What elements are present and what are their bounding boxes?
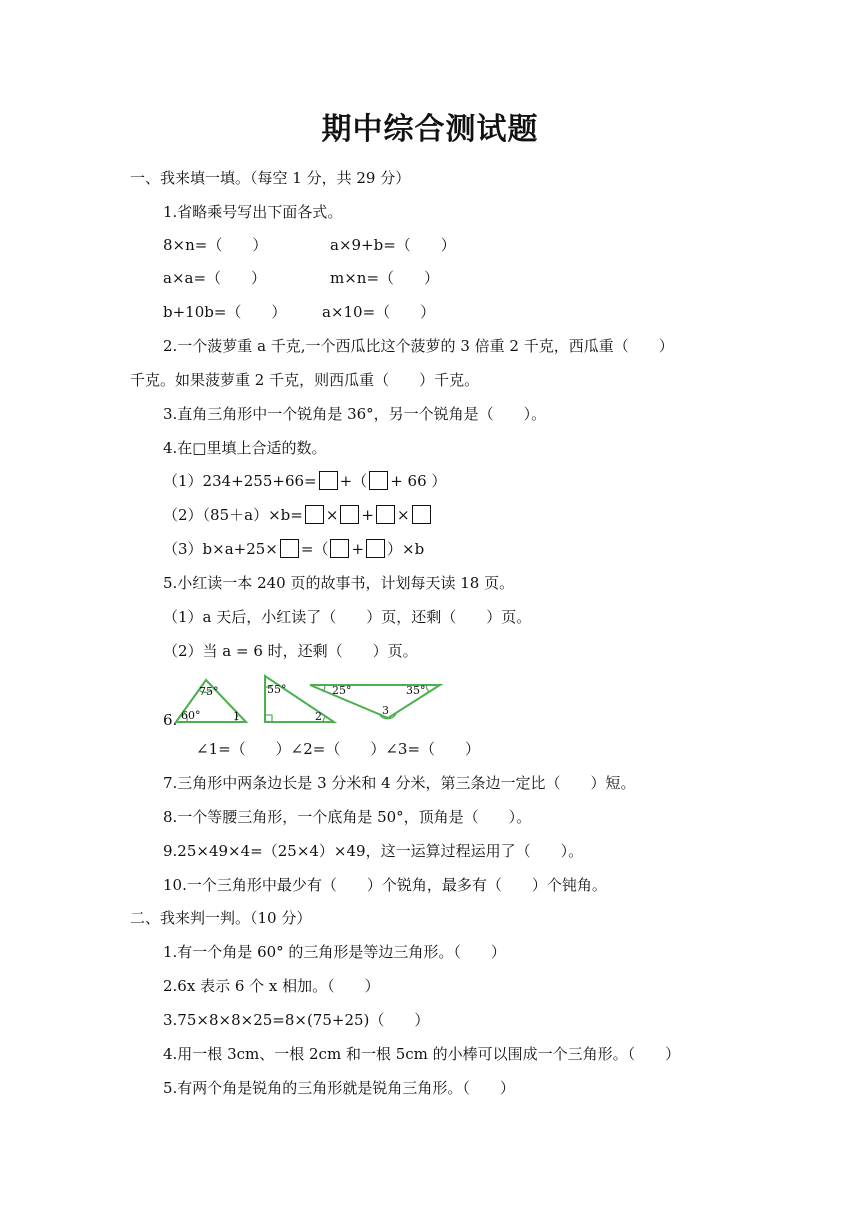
triangle-2-top-label: 55° (267, 683, 287, 696)
q2-line1: 2.一个菠萝重 a 千克,一个西瓜比这个菠萝的 3 倍重 2 千克，西瓜重（ ） (163, 337, 674, 355)
q4-p3-text-b: =（ (300, 540, 329, 558)
answer-box[interactable] (366, 539, 385, 558)
q4-p2-text-b: × (325, 506, 339, 524)
answer-box[interactable] (305, 505, 324, 524)
q6-answers: ∠1=（ ）∠2=（ ）∠3=（ ） (196, 740, 481, 758)
triangle-3-right-angle-arc (426, 685, 429, 692)
judge-item-4: 4.用一根 3cm、一根 2cm 和一根 5cm 的小棒可以围成一个三角形。（ ） (163, 1045, 681, 1063)
q1-row1a: 8×n=（ ） (163, 236, 268, 254)
right-angle-mark (265, 715, 272, 722)
q1-row1b: a×9+b=（ ） (330, 236, 456, 254)
q5-part1: （1）a 天后，小红读了（ ）页，还剩（ ）页。 (163, 608, 532, 626)
q4-prompt: 4.在□里填上合适的数。 (163, 439, 327, 457)
page-title: 期中综合测试题 (321, 112, 539, 147)
q1-row3a: b+10b=（ ） (163, 303, 287, 321)
q4-p3-text-a: （3）b×a+25× (163, 540, 278, 558)
answer-box[interactable] (369, 471, 388, 490)
section2-heading: 二、我来判一判。（10 分） (130, 909, 312, 927)
q6-triangles-figure (170, 670, 450, 726)
answer-box[interactable] (280, 539, 299, 558)
answer-box[interactable] (330, 539, 349, 558)
q9: 9.25×49×4=（25×4）×49，这一运算过程运用了（ ）。 (163, 842, 584, 860)
judge-item-3: 3.75×8×8×25=8×(75+25)（ ） (163, 1011, 430, 1029)
q4-p1-text-a: （1）234+255+66= (163, 472, 317, 490)
answer-box[interactable] (319, 471, 338, 490)
q1-row3b: a×10=（ ） (322, 303, 436, 321)
q4-part3 (163, 539, 424, 559)
q4-p2-text-c: + (361, 506, 374, 524)
q10: 10.一个三角形中最少有（ ）个锐角，最多有（ ）个钝角。 (163, 876, 607, 894)
triangle-1-left-label: 60° (181, 709, 201, 722)
q4-p2-text-a: （2）（85＋a）×b= (163, 506, 303, 524)
q5-prompt: 5.小红读一本 240 页的故事书，计划每天读 18 页。 (163, 574, 515, 592)
judge-item-2: 2.6x 表示 6 个 x 相加。（ ） (163, 977, 380, 995)
section1-heading: 一、我来填一填。（每空 1 分，共 29 分） (130, 169, 411, 187)
q5-part2: （2）当 a = 6 时，还剩（ ）页。 (163, 642, 418, 660)
judge-item-1: 1.有一个角是 60° 的三角形是等边三角形。（ ） (163, 943, 506, 961)
q4-part1 (163, 471, 446, 491)
judge-item-5: 5.有两个角是锐角的三角形就是锐角三角形。（ ） (163, 1079, 515, 1097)
q3: 3.直角三角形中一个锐角是 36°，另一个锐角是（ ）。 (163, 405, 547, 423)
q1-prompt: 1.省略乘号写出下面各式。 (163, 203, 343, 221)
answer-box[interactable] (340, 505, 359, 524)
answer-box[interactable] (412, 505, 431, 524)
triangle-3-left-label: 25° (332, 684, 352, 697)
q1-row2b: m×n=（ ） (330, 269, 440, 287)
q4-p3-text-d: ）×b (387, 540, 425, 558)
q8: 8.一个等腰三角形，一个底角是 50°，顶角是（ ）。 (163, 808, 532, 826)
triangle-1-angle-label: 1 (233, 710, 240, 723)
answer-box[interactable] (376, 505, 395, 524)
q4-p2-text-d: × (396, 506, 410, 524)
q6-number: 6. (163, 711, 178, 729)
q4-part2 (163, 505, 433, 525)
triangle-2-angle-label: 2 (315, 710, 322, 723)
q2-line2: 千克。如果菠萝重 2 千克，则西瓜重（ ）千克。 (130, 371, 480, 389)
triangle-1-top-label: 75° (199, 685, 219, 698)
q4-p3-text-c: + (351, 540, 365, 558)
triangle-3-right-label: 35° (406, 684, 426, 697)
q7: 7.三角形中两条边长是 3 分米和 4 分米，第三条边一定比（ ）短。 (163, 774, 636, 792)
triangle-3-angle-label: 3 (382, 704, 389, 717)
q4-p1-text-b: +（ (339, 472, 368, 490)
q4-p1-text-c: + 66 ） (390, 472, 447, 490)
q1-row2a: a×a=（ ） (163, 269, 267, 287)
